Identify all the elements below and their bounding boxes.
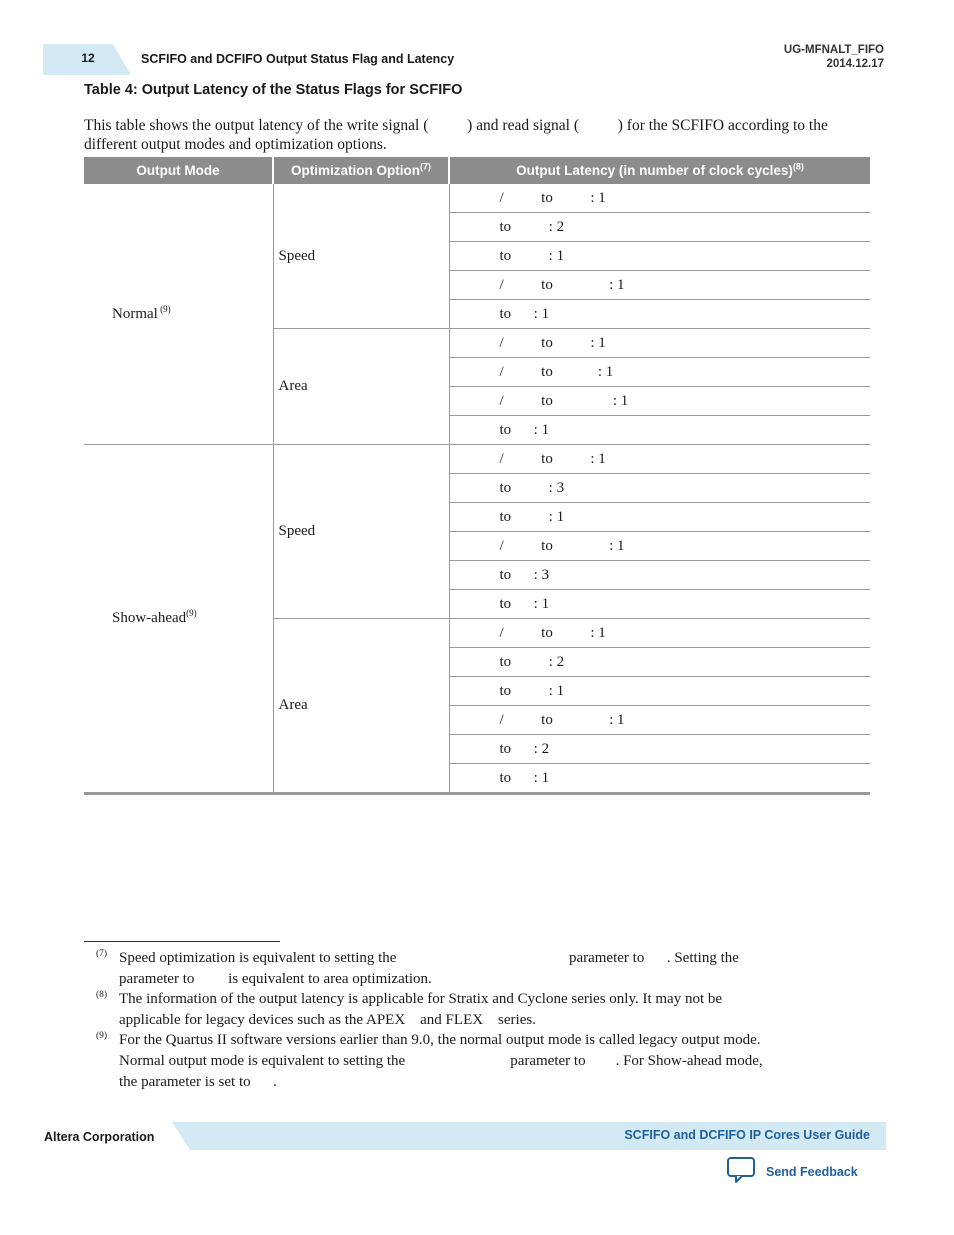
section-title: SCFIFO and DCFIFO Output Status Flag and Latency [141,52,455,66]
footnote-number: (8) [96,990,108,1000]
footnote-text: The information of the output latency is applicable for Stratix and Cyclone series only. It may not be applicable for legacy devices such as the APEX and FLEX series. [119,991,723,1028]
latency-value: to : 1 [499,595,550,612]
footnote-rule [84,941,280,942]
footnote-text: Speed optimization is equivalent to setting the parameter to . Setting the parameter to is equivalent to area optimization. [119,950,739,987]
latency-table [84,157,870,795]
footnote-ref-9: (9) [157,303,171,314]
footnote-ref-9: (9) [186,608,197,618]
latency-cell [449,706,870,735]
send-feedback-link[interactable] [726,1158,858,1186]
header-output-mode: Output Mode [84,157,273,184]
optimization-option-cell: Speed [273,445,449,619]
latency-value: / to : 1 [499,450,606,467]
latency-value: to : 2 [499,218,565,235]
intro-paragraph: This table shows the output latency of the write signal ( ) and read signal ( ) for the SCFIFO according to the different output modes and optimization options. [84,117,832,153]
latency-value: to : 1 [499,247,565,264]
latency-cell [449,271,870,300]
footnote-ref-7: (7) [419,161,431,172]
latency-value: / to : 1 [499,624,606,641]
output-mode-label: Show-ahead [112,610,187,626]
header-optimization-option: Optimization Option$^{(7)}$ [273,157,449,184]
latency-cell [449,445,870,474]
latency-value: / to : 1 [499,363,614,380]
footnote-8 [96,989,866,1031]
latency-value: / to : 1 [499,276,625,293]
footnote-number: (9) [96,1031,108,1041]
table-row [84,445,870,474]
latency-cell [449,735,870,764]
footnote-ref-8: (8) [792,161,804,172]
latency-cell [449,532,870,561]
latency-value: to : 1 [499,682,565,699]
footnote-7 [96,948,866,990]
latency-cell [449,619,870,648]
latency-cell [449,387,870,416]
doc-meta [784,43,884,71]
footnote-number: (7) [96,949,108,959]
latency-cell [449,329,870,358]
latency-cell [449,590,870,619]
latency-cell [449,242,870,271]
output-mode-cell [84,445,273,794]
latency-cell [449,184,870,213]
footnote-9 [96,1030,866,1093]
doc-date: 2014.12.17 [826,58,884,70]
footnote-text: For the Quartus II software versions earlier than 9.0, the normal output mode is called legacy output mode. Normal output mode is equivalent to setting the parameter to . For Show-ahead mode, the parameter is set to . [119,1032,763,1090]
output-mode-label: Normal [112,305,158,322]
optimization-option-cell: Area [273,619,449,794]
company-name: Altera Corporation [44,1130,155,1144]
speech-bubble-icon [726,1156,756,1189]
latency-cell [449,561,870,590]
output-mode-cell [84,184,273,445]
latency-value: / to : 1 [499,711,625,728]
table-row [84,184,870,213]
doc-id: UG-MFNALT_FIFO [783,44,884,56]
latency-value: to : 1 [499,421,550,438]
latency-value: to : 2 [499,740,550,757]
latency-cell [449,474,870,503]
latency-value: / to : 1 [499,334,606,351]
latency-cell [449,416,870,445]
latency-cell [449,300,870,329]
latency-value: / to : 1 [499,189,606,206]
header-output-latency: Output Latency (in number of clock cycles)$^{(8)}$ [449,157,870,184]
latency-value: to : 3 [499,479,565,496]
guide-title-link[interactable]: SCFIFO and DCFIFO IP Cores User Guide [624,1128,870,1142]
latency-value: to : 2 [499,653,565,670]
send-feedback-label: Send Feedback [766,1165,858,1179]
latency-value: to : 1 [499,508,565,525]
latency-cell [449,677,870,706]
page-number: 12 [81,51,95,65]
latency-cell [449,764,870,794]
latency-cell [449,503,870,532]
optimization-option-cell: Area [273,329,449,445]
latency-cell [449,648,870,677]
latency-value: to : 3 [499,566,550,583]
latency-cell [449,358,870,387]
latency-value: / to : 1 [499,537,625,554]
latency-value: / to : 1 [499,392,629,409]
latency-value: to : 1 [499,769,550,786]
table-caption: Table 4: Output Latency of the Status Flags for SCFIFO [84,82,463,98]
table-body [84,184,870,794]
table-header-row [84,157,870,184]
optimization-option-cell: Speed [273,184,449,329]
latency-cell [449,213,870,242]
latency-value: to : 1 [499,305,550,322]
